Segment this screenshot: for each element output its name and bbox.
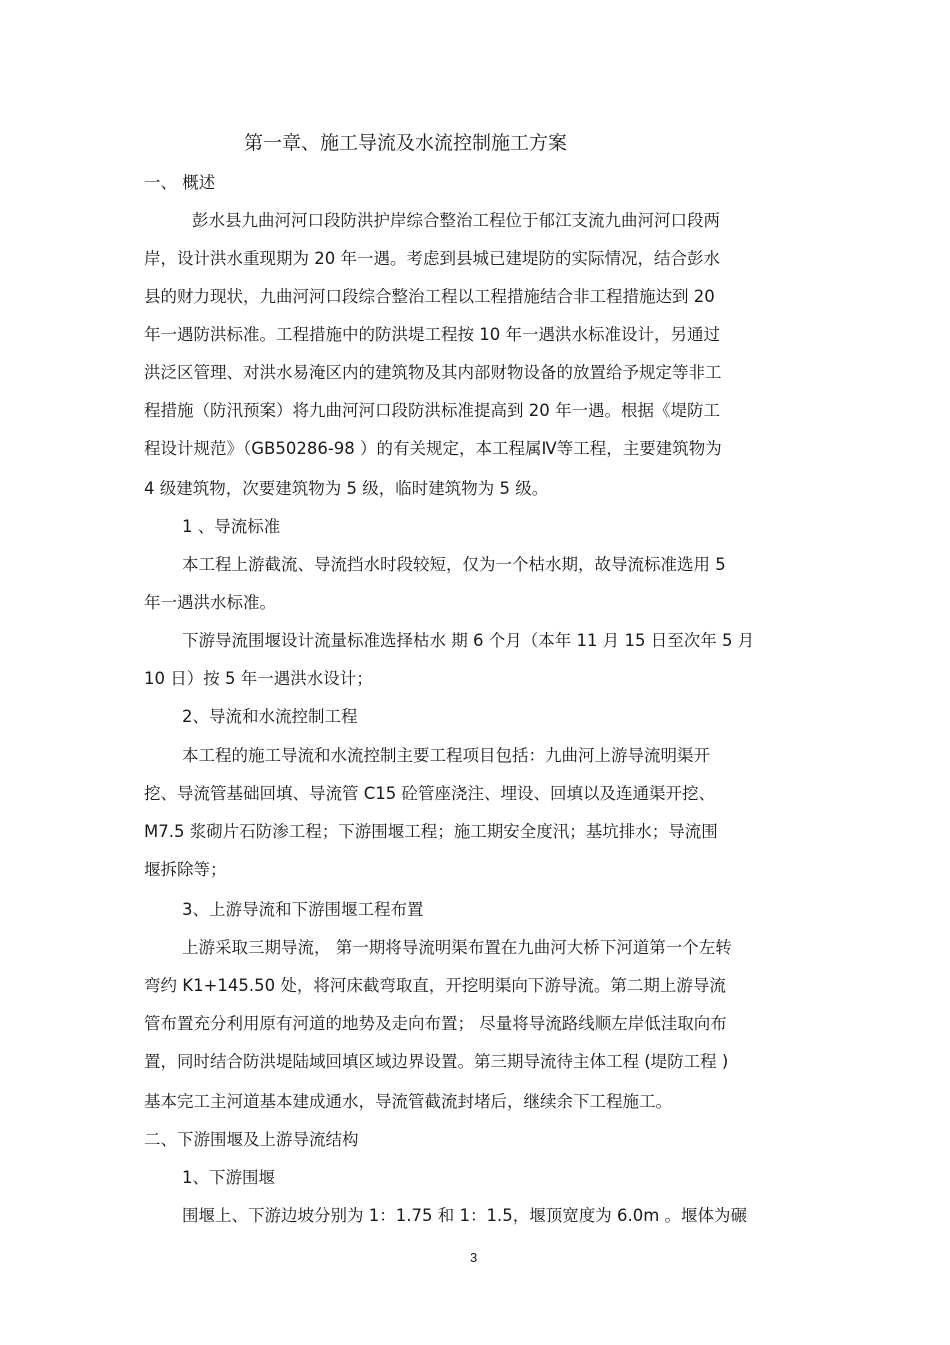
subheading-diversion-standard: 1 、导流标准 [182, 517, 281, 536]
paragraph-line: 管布置充分利用原有河道的地势及走向布置； 尽量将导流路线顺左岸低洼取向布 [144, 1014, 727, 1033]
page-number: 3 [470, 1250, 478, 1265]
paragraph-line: 上游采取三期导流， 第一期将导流明渠布置在九曲河大桥下河道第一个左转 [182, 938, 732, 957]
paragraph-line: 4 级建筑物，次要建筑物为 5 级，临时建筑物为 5 级。 [144, 479, 549, 498]
paragraph-line: 弯约 K1+145.50 处，将河床截弯取直，开挖明渠向下游导流。第二期上游导流 [144, 976, 726, 995]
subheading-cofferdam: 1、下游围堰 [182, 1168, 275, 1187]
paragraph-line: 程措施（防汛预案）将九曲河河口段防洪标准提高到 20 年一遇。根据《堤防工 [144, 401, 720, 420]
chapter-title: 第一章、施工导流及水流控制施工方案 [244, 132, 568, 154]
subheading-layout: 3、上游导流和下游围堰工程布置 [182, 900, 424, 919]
paragraph-line: 下游导流围堰设计流量标准选择枯水 期 6 个月（本年 11 月 15 日至次年 5 月 [182, 631, 755, 650]
paragraph-line: 程设计规范》（GB50286-98 ）的有关规定，本工程属Ⅳ等工程，主要建筑物为 [144, 439, 722, 458]
paragraph-line: 彭水县九曲河河口段防洪护岸综合整治工程位于郁江支流九曲河河口段两 [192, 211, 720, 230]
paragraph-line: 基本完工主河道基本建成通水，导流管截流封堵后，继续余下工程施工。 [144, 1092, 672, 1111]
paragraph-line: 年一遇防洪标准。工程措施中的防洪堤工程按 10 年一遇洪水标准设计，另通过 [144, 325, 720, 344]
paragraph-line: 洪泛区管理、对洪水易淹区内的建筑物及其内部财物设备的放置给予规定等非工 [144, 363, 722, 382]
paragraph-line: 本工程上游截流、导流挡水时段较短，仅为一个枯水期，故导流标准选用 5 [182, 555, 726, 574]
paragraph-line: 挖、导流管基础回填、导流管 C15 砼管座浇注、埋设、回填以及连通渠开挖、 [144, 784, 716, 803]
paragraph-line: 堰拆除等； [144, 860, 227, 879]
paragraph-line: 县的财力现状，九曲河河口段综合整治工程以工程措施结合非工程措施达到 20 [144, 287, 715, 306]
paragraph-line: 本工程的施工导流和水流控制主要工程项目包括：九曲河上游导流明渠开 [182, 746, 710, 765]
section-heading-overview: 一、 概述 [144, 173, 216, 192]
paragraph-line: 围堰上、下游边坡分别为 1：1.75 和 1：1.5，堰顶宽度为 6.0m 。堰体为碾 [182, 1206, 748, 1225]
paragraph-line: 年一遇洪水标准。 [144, 593, 276, 612]
paragraph-line: 置，同时结合防洪堤陆域回填区域边界设置。第三期导流待主体工程 (堤防工程 ) [144, 1052, 729, 1071]
paragraph-line: 岸，设计洪水重现期为 20 年一遇。考虑到县城已建堤防的实际情况，结合彭水 [144, 249, 720, 268]
subheading-diversion-control: 2、导流和水流控制工程 [182, 707, 358, 726]
paragraph-line: M7.5 浆砌片石防渗工程；下游围堰工程；施工期安全度汛；基坑排水；导流围 [144, 822, 718, 841]
section-heading-structure: 二、下游围堰及上游导流结构 [144, 1130, 359, 1149]
paragraph-line: 10 日）按 5 年一遇洪水设计； [144, 669, 373, 688]
